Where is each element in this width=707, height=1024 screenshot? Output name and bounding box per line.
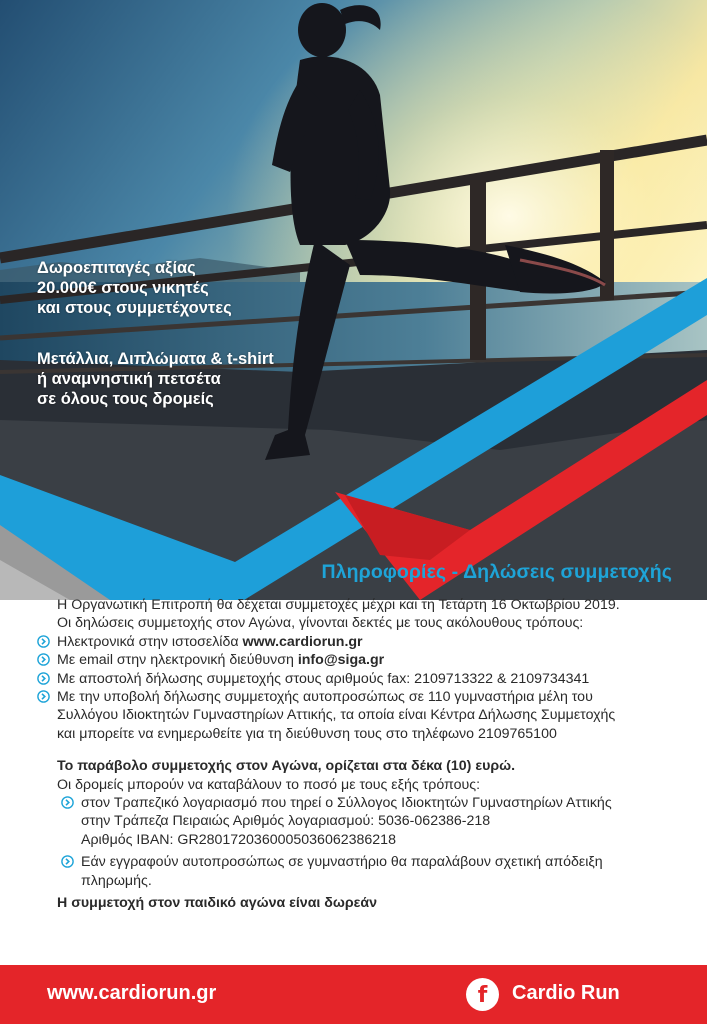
list-item	[37, 633, 677, 651]
intro-line: Η Οργανωτική Επιτροπή θα δέχεται συμμετοχές μέχρι και τη Τετάρτη 16 Οκτωβρίου 2019.	[57, 597, 620, 613]
list-item	[37, 688, 677, 743]
list-text: Με email στην ηλεκτρονική διεύθυνση	[57, 652, 298, 669]
promo-line: Δωροεπιταγές αξίας	[37, 259, 196, 277]
website-link[interactable]: www.cardiorun.gr	[242, 633, 363, 650]
chevron-circle-icon	[37, 635, 50, 648]
list-text: Συλλόγου Ιδιοκτητών Γυμναστηρίων Αττικής, τα οποία είναι Κέντρα Δήλωσης Συμμετοχής	[57, 707, 616, 724]
promo-line: ή αναμνηστική πετσέτα	[37, 370, 221, 388]
promo-line: Μετάλλια, Διπλώματα & t-shirt	[37, 350, 274, 368]
list-text: Με αποστολή δήλωσης συμμετοχής στους αριθμούς fax: 2109713322 & 2109734341	[57, 670, 590, 687]
chevron-circle-icon	[37, 672, 50, 685]
payment-text: στον Τραπεζικό λογαριασμό που τηρεί ο Σύλλογος Ιδιοκτητών Γυμναστηρίων Αττικής	[81, 795, 612, 812]
list-item	[37, 651, 677, 669]
fee-title: Το παράβολο συμμετοχής στον Αγώνα, ορίζεται στα δέκα (10) ευρώ.	[57, 758, 516, 775]
fee-intro: Οι δρομείς μπορούν να καταβάλουν το ποσό με τους εξής τρόπους:	[57, 776, 481, 793]
chevron-circle-icon	[61, 855, 74, 868]
payment-text: Αριθμός ΙΒΑΝ: GR2801720360005036062386218	[81, 831, 396, 848]
chevron-circle-icon	[37, 690, 50, 703]
promo-line: σε όλους τους δρομείς	[37, 390, 214, 408]
info-title: Πληροφορίες - Δηλώσεις συμμετοχής	[321, 561, 672, 583]
facebook-page-link[interactable]: Cardio Run	[512, 982, 620, 1004]
promo-prizes	[37, 258, 232, 318]
payment-text: στην Τράπεζα Πειραιώς Αριθμός λογαριασμού: 5036-062386-218	[81, 813, 491, 830]
list-text: Ηλεκτρονικά στην ιστοσελίδα	[57, 633, 243, 650]
footer-bar	[0, 965, 707, 1024]
kids-note: Η συμμετοχή στον παιδικό αγώνα είναι δωρεάν	[57, 895, 378, 912]
list-text: Με την υποβολή δήλωσης συμμετοχής αυτοπροσώπως σε 110 γυμναστήρια μέλη του	[57, 689, 593, 706]
intro-line: Οι δηλώσεις συμμετοχής στον Αγώνα, γίνονται δεκτές με τους ακόλουθους τρόπους:	[57, 615, 584, 632]
footer-website-link[interactable]: www.cardiorun.gr	[47, 982, 217, 1004]
payment-item	[61, 853, 677, 890]
promo-medals	[37, 349, 274, 409]
chevron-circle-icon	[61, 796, 74, 809]
promo-line: 20.000€ στους νικητές	[37, 279, 209, 297]
email-link[interactable]: info@siga.gr	[297, 652, 385, 669]
payment-text: Εάν εγγραφούν αυτοπροσώπως σε γυμναστήριο θα παραλάβουν σχετική απόδειξη	[81, 854, 603, 871]
promo-line: και στους συμμετέχοντες	[37, 299, 232, 317]
payment-text: πληρωμής.	[81, 872, 152, 889]
list-item	[37, 670, 677, 688]
chevron-circle-icon	[37, 653, 50, 666]
info-content	[37, 596, 677, 913]
list-text: και μπορείτε να ενημερωθείτε για τη διεύθυνση τους στο τηλέφωνο 2109765100	[57, 725, 557, 742]
payment-item	[61, 794, 677, 849]
facebook-icon[interactable]: f	[466, 978, 499, 1011]
